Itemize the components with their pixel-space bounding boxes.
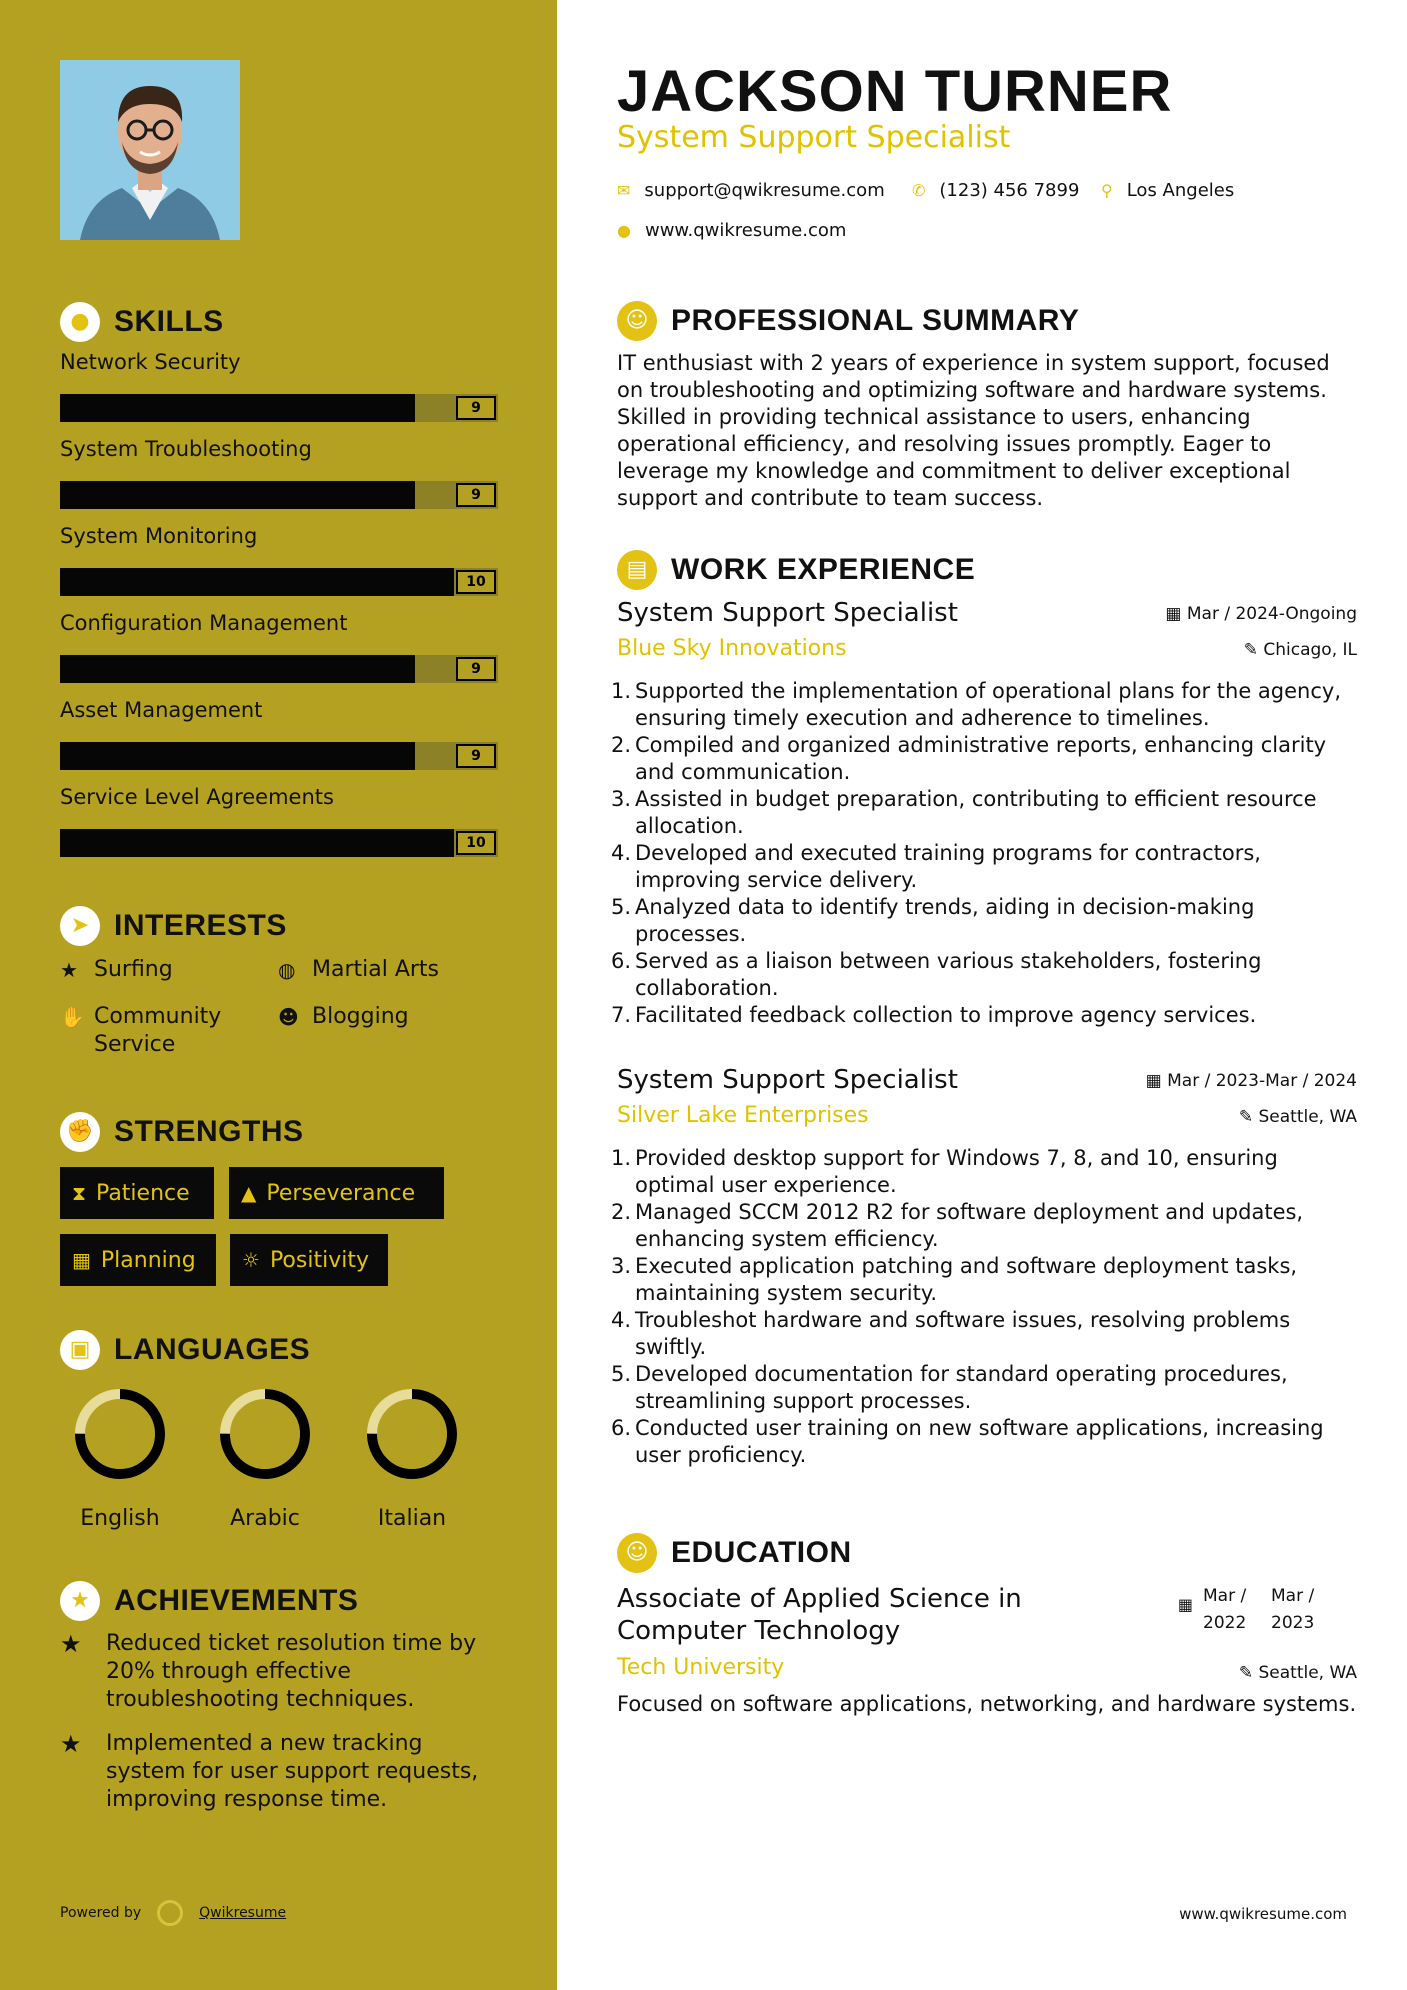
job-bullets — [617, 1145, 1357, 1469]
job-role: System Support Specialist — [617, 1065, 958, 1095]
shooting-star-icon: ★ — [60, 1730, 82, 1758]
list-item: Developed documentation for standard operating procedures, streamlining support processes. — [635, 1362, 1288, 1413]
education-description: Focused on software applications, networking, and hardware systems. — [617, 1692, 1357, 1716]
achievement-item: ★ Reduced ticket resolution time by 20% through effective troubleshooting techniques. — [60, 1630, 477, 1712]
strength-tag: ▲ Perseverance — [229, 1167, 444, 1219]
job-company: Blue Sky Innovations — [617, 636, 847, 661]
profile-photo — [60, 60, 240, 240]
user-icon: ☺ — [617, 301, 657, 341]
education-entry — [617, 1583, 1357, 1718]
strength-tag: ▦ Planning — [60, 1234, 216, 1286]
skill-bar — [60, 655, 498, 683]
languages-heading: ▣ LANGUAGES — [60, 1330, 310, 1370]
interest-item: ★ Surfing — [60, 957, 173, 982]
education-heading: ☺ EDUCATION — [617, 1533, 852, 1573]
sun-icon: ☼ — [242, 1248, 260, 1272]
language-ring — [364, 1386, 460, 1482]
language-card-icon: ▣ — [60, 1330, 100, 1370]
education-school: Tech University — [617, 1655, 785, 1680]
list-item: Compiled and organized administrative reports, enhancing clarity and communication. — [635, 733, 1327, 784]
qwikresume-link[interactable]: Qwikresume — [199, 1905, 287, 1921]
globe-icon: ◍ — [278, 958, 296, 982]
skill-level: 9 — [456, 396, 496, 420]
interest-item: ☻ Blogging — [278, 1004, 409, 1029]
achievement-item: ★ Implemented a new tracking system for user support requests, improving response time. — [60, 1730, 479, 1812]
skill-bar — [60, 568, 498, 596]
shooting-star-icon: ★ — [60, 1630, 82, 1658]
skill-level: 10 — [456, 570, 496, 594]
candidate-title: System Support Specialist — [617, 120, 1011, 155]
skill-item — [60, 611, 500, 683]
language-item — [205, 1386, 325, 1531]
strength-tag: ☼ Positivity — [230, 1234, 388, 1286]
list-item: Managed SCCM 2012 R2 for software deployment and updates, enhancing system efficiency. — [635, 1200, 1304, 1251]
skill-name: Configuration Management — [60, 611, 348, 635]
calendar-icon: ▦ — [1177, 1595, 1193, 1614]
list-item: Served as a liaison between various stakeholders, fostering collaboration. — [635, 949, 1262, 1000]
education-degree: Associate of Applied Science in Computer Technology — [617, 1584, 1022, 1646]
list-item: Developed and executed training programs for contractors, improving service delivery. — [635, 841, 1261, 892]
job-role: System Support Specialist — [617, 598, 958, 628]
language-item — [352, 1386, 472, 1531]
skill-name: Service Level Agreements — [60, 785, 334, 809]
graduate-icon: ☺ — [617, 1533, 657, 1573]
skill-item — [60, 524, 500, 596]
skill-name: System Troubleshooting — [60, 437, 312, 461]
briefcase-icon: ▤ — [617, 550, 657, 590]
calendar-icon: ▦ — [72, 1248, 91, 1272]
main-content — [557, 0, 1407, 1990]
job-location: ✎ Seattle, WA — [1238, 1107, 1357, 1127]
sidebar — [0, 0, 557, 1990]
map-pin-icon: ⚲ — [1101, 181, 1113, 200]
skill-bar — [60, 394, 498, 422]
list-item: Assisted in budget preparation, contributing to efficient resource allocation. — [635, 787, 1317, 838]
list-item: Analyzed data to identify trends, aiding in decision-making processes. — [635, 895, 1255, 946]
road-icon: ▲ — [241, 1181, 257, 1205]
language-item — [60, 1386, 180, 1531]
list-item: Executed application patching and software deployment tasks, maintaining system security. — [635, 1254, 1298, 1305]
skill-bar-fill — [60, 742, 415, 770]
paper-plane-icon: ➤ — [60, 906, 100, 946]
skill-level: 10 — [456, 831, 496, 855]
list-item: Conducted user training on new software applications, increasing user proficiency. — [635, 1416, 1324, 1467]
job-bullets — [617, 678, 1357, 1029]
skill-name: System Monitoring — [60, 524, 258, 548]
language-ring — [217, 1386, 313, 1482]
list-item: Troubleshot hardware and software issues, resolving problems swiftly. — [635, 1308, 1291, 1359]
skill-name: Network Security — [60, 350, 241, 374]
pin-icon: ✎ — [1243, 640, 1264, 660]
pin-icon: ✎ — [1238, 1107, 1259, 1127]
skill-bar-fill — [60, 394, 415, 422]
experience-heading: ▤ WORK EXPERIENCE — [617, 550, 975, 590]
job-entry — [617, 1065, 1357, 1469]
skill-item — [60, 350, 500, 422]
lightbulb-icon: ● — [60, 302, 100, 342]
skill-bar — [60, 481, 498, 509]
skill-item — [60, 698, 500, 770]
skill-item — [60, 437, 500, 509]
summary-text: IT enthusiast with 2 years of experience in system support, focused on troubleshooting and optimizing software and hardware systems. Skilled in providing technical assistance to users, enhancing operational efficiency, and resolving issues promptly. Eager to leverage my knowledge and commitment to deliver exceptional support and contribute to team success. — [617, 351, 1330, 510]
skill-level: 9 — [456, 744, 496, 768]
skill-bar-fill — [60, 829, 454, 857]
job-location: ✎ Chicago, IL — [1243, 640, 1357, 660]
skill-bar-fill — [60, 481, 415, 509]
hourglass-icon: ⧗ — [72, 1181, 87, 1205]
summary-heading: ☺ PROFESSIONAL SUMMARY — [617, 301, 1079, 341]
job-dates: ▦ Mar / 2023-Mar / 2024 — [1145, 1071, 1357, 1091]
skill-name: Asset Management — [60, 698, 263, 722]
skills-heading: ● SKILLS — [60, 302, 224, 342]
globe-icon: ● — [617, 221, 631, 240]
skill-bar — [60, 742, 498, 770]
list-item: Facilitated feedback collection to improve agency services. — [635, 1003, 1257, 1027]
calendar-icon: ▦ — [1165, 604, 1187, 624]
skill-item — [60, 785, 500, 857]
footer-url[interactable]: www.qwikresume.com — [1179, 1905, 1347, 1923]
skill-level: 9 — [456, 657, 496, 681]
contact-phone: ✆ (123) 456 7899 — [912, 180, 1080, 201]
list-item: Provided desktop support for Windows 7, 8, and 10, ensuring optimal user experience. — [635, 1146, 1278, 1197]
language-ring — [72, 1386, 168, 1482]
envelope-icon: ✉ — [617, 181, 631, 200]
pin-icon: ✎ — [1238, 1663, 1259, 1683]
language-label: Italian — [377, 1506, 447, 1531]
skill-bar-fill — [60, 655, 415, 683]
strengths-heading: ✊ STRENGTHS — [60, 1112, 304, 1152]
interest-item: ✋ Community Service — [60, 1004, 222, 1057]
skill-level: 9 — [456, 483, 496, 507]
skill-bar — [60, 829, 498, 857]
phone-icon: ✆ — [912, 181, 926, 200]
job-company: Silver Lake Enterprises — [617, 1103, 869, 1128]
hand-icon: ✋ — [60, 1005, 85, 1029]
contact-email[interactable]: ✉ support@qwikresume.com — [617, 180, 885, 201]
contact-website[interactable]: ● www.qwikresume.com — [617, 220, 847, 241]
interest-item: ◍ Martial Arts — [278, 957, 440, 982]
list-item: Supported the implementation of operational plans for the agency, ensuring timely execution and adherence to timelines. — [635, 679, 1341, 730]
language-label: Arabic — [230, 1506, 300, 1531]
achievements-heading: ★ ACHIEVEMENTS — [60, 1581, 358, 1621]
interests-heading: ➤ INTERESTS — [60, 906, 287, 946]
contact-location: ⚲ Los Angeles — [1101, 180, 1235, 201]
fist-icon: ✊ — [60, 1112, 100, 1152]
calendar-icon: ▦ — [1145, 1071, 1168, 1091]
skill-bar-fill — [60, 568, 454, 596]
language-label: English — [80, 1506, 160, 1531]
job-dates: ▦ Mar / 2024-Ongoing — [1165, 604, 1357, 624]
job-entry — [617, 598, 1357, 1029]
star-icon: ★ — [60, 958, 78, 982]
powered-by: Powered by Qwikresume — [60, 1900, 286, 1926]
trophy-star-icon: ★ — [60, 1581, 100, 1621]
education-dates: ▦ Mar / 2022 Mar / 2023 — [1178, 1583, 1339, 1637]
strength-tag: ⧗ Patience — [60, 1167, 214, 1219]
qwikresume-logo-icon — [157, 1900, 183, 1926]
candidate-name: JACKSON TURNER — [617, 59, 1173, 124]
education-location: ✎ Seattle, WA — [1238, 1663, 1357, 1683]
users-icon: ☻ — [278, 1005, 299, 1029]
